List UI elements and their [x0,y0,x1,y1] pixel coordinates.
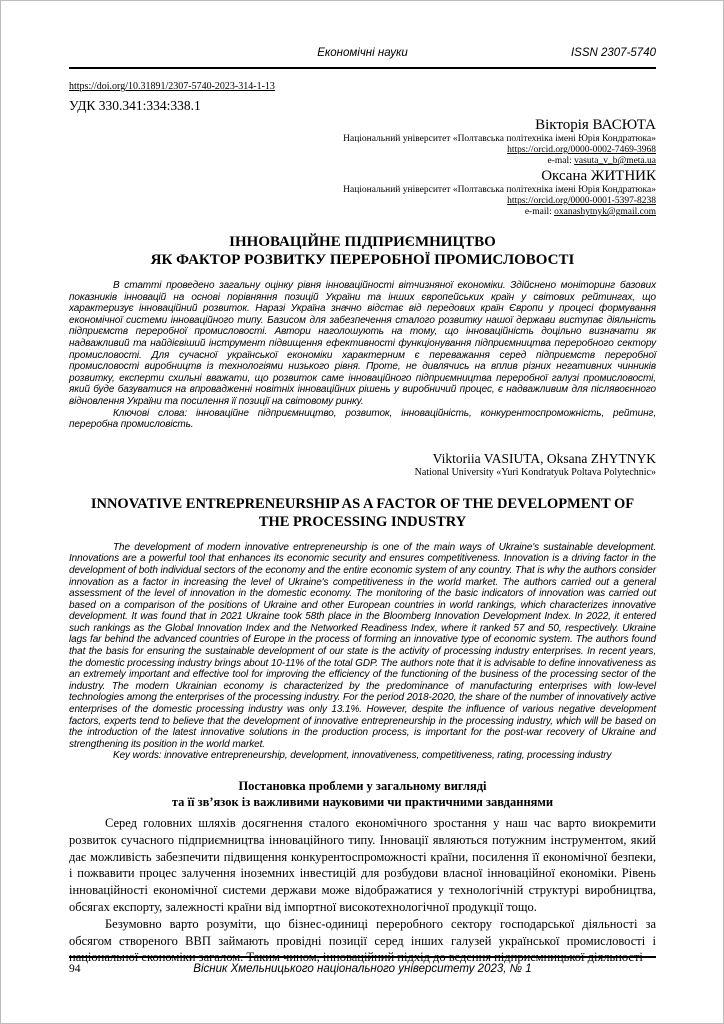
authors-en-names: Viktoriia VASIUTA, Oksana ZHYTNYK [432,450,656,466]
author-ua-1 [69,116,656,167]
abstract-en-text: The development of modern innovative entrepreneurship is one of the main ways of Ukraine's sustainable development. Innovations are a powerful tool that enhances its economic security and ensures competitiveness. Innovation is a driving factor in the development of both individual sectors of the economy and the entire economic system of any country. That is why the authors consider innovation as a factor in increasing the level of Ukraine's competitiveness in the world market. The authors carried out a general assessment of the level of innovation in the domestic economy. The monitoring of the basic indicators of innovation was carried out based on a comparison of the positions of Ukraine and other European countries in world rankings, which characterizes innovative development. It was found that in 2021 Ukraine took 58th place in the Bloomberg Innovation Development Index. In 2022, it entered such rankings as the Global Innovation Index and the Networked Readiness Index, where it ranked 57 and 50, respectively. Ukraine lags far behind the advanced countries of Europe in the process of forming an innovative type of economic system. The authors found that the basis for ensuring the sustainable development of our state is the activity of processing industry enterprises. In recent years, the domestic processing industry brings about 10-11% of the total GDP. The authors note that it is advisable to define innovativeness as an extremely important and effective tool for improving the efficiency of the functioning of the business of the processing sector of the industry. The modern Ukrainian economy is characterized by the predominance of manufacturing enterprises with low-level technologies among the enterprises of the processing industry. For the period 2018-2020, the share of the number of innovatively active enterprises of the domestic processing industry was only 13.1%. However, despite the influence of various negative development factors, experts tend to believe that the development of innovative entrepreneurship in the processing industry, which will be based on the introduction of the latest innovative solutions in the production process, is important for the post-war recovery of Ukraine and strengthening its position in the world market. [69,541,656,750]
doi-row [69,81,656,93]
section-heading [69,778,656,810]
orcid-row [69,196,656,207]
article-title-en-line1: INNOVATIVE ENTREPRENEURSHIP AS A FACTOR OF THE DEVELOPMENT OF [90,495,635,512]
section-heading-line2: та її зв’язок із важливими науковими чи практичними завданнями [171,795,554,809]
abstract-ua [69,280,656,431]
email-link[interactable]: oxanashytnyk@gmail.com [554,207,656,217]
abstract-ua-keywords: Ключові слова: інноваційне підприємництво, розвиток, інноваційність, конкурентоспроможність, рейтинг, переробна промисловість. [69,407,656,431]
authors-en-affiliation: National University «Yuri Kondratyuk Poltava Polytechnic» [414,466,656,478]
section-heading-line1: Постановка проблеми у загальному вигляді [238,779,487,793]
orcid-link[interactable]: https://orcid.org/0000-0002-7469-3968 [507,145,656,155]
author-affiliation: Національний університет «Полтавська політехніка імені Юрія Кондратюка» [343,185,656,195]
author-affiliation: Національний університет «Полтавська політехніка імені Юрія Кондратюка» [343,134,656,144]
email-label: e-mail: [524,207,552,217]
page-footer [69,956,656,976]
footer-journal-title: Вісник Хмельницького національного університету 2023, № 1 [193,963,532,975]
running-header [69,47,656,69]
body-paragraph: Серед головних шляхів досягнення сталого економічного зростання у наш час варто виокремити розвиток сучасного підприємництва інноваційного типу. Інновації являються потужним інструментом, який дає можливість забезпечити підвищення конкурентоспроможності країни, посилення її економічної безпеки, і пожвавити процес залучення іноземних інвестицій для розбудови власної інноваційної економіки. Рівень інноваційності економічної системи держави може відображатися у технологічній структурі виробництва, обсягах експорту, залежності країни від імпортної високотехнологічної продукції тощо. [69,816,656,914]
abstract-en-keywords: Key words: innovative entrepreneurship, development, innovativeness, competitiveness, rating, processing industry [113,750,612,762]
footer-page-number: 94 [69,963,81,975]
email-row [69,207,656,218]
udc-code: УДК 330.341:334:338.1 [69,98,201,113]
email-label: e-mal: [547,156,572,166]
orcid-row [69,145,656,156]
body-paragraph: Безумовно варто розуміти, що бізнес-одиниці переробного сектору господарської діяльності за обсягом створеного ВВП займають провідні позиції серед інших галузей української промисловості і національної економіки загалом. Таким чином, інноваційний підхід до ведення підприємницької діяльності [69,916,656,965]
authors-ua-block [69,116,656,218]
article-title-ua [69,233,656,269]
authors-en-block [69,451,656,479]
running-header-issn: ISSN 2307-5740 [570,47,656,59]
article-title-en [69,495,656,531]
author-name: Оксана ЖИТНИК [541,168,656,184]
running-header-section: Економічні науки [317,47,408,59]
doi-link[interactable]: https://doi.org/10.31891/2307-5740-2023-314-1-13 [69,81,275,92]
orcid-link[interactable]: https://orcid.org/0000-0001-5397-8238 [507,196,656,206]
email-link[interactable]: vasuta_v_b@meta.ua [574,156,656,166]
abstract-ua-text: В статті проведено загальну оцінку рівня інноваційності вітчизняної економіки. Здійснено моніторинг базових показників інновацій на основі порівняння позицій України та інших європейських країн у світових рейтингах, що характеризує інноваційний розвиток. Наразі Україна значно відстає від передових країн Європи у процесі формування економічної системи інноваційного типу. Базисом для забезпечення сталого розвитку нашої держави виступає діяльність підприємств переробної промисловості. Автори наголошують на тому, що інноваційність доцільно визначати як надважливий та найдієвіший інструмент підвищення ефективності функціонування підприємництва переробного сектору промисловості. Для сучасної української економіки характерним є переважання серед підприємств переробної промисловості виробництв із технологіями низького рівня. Проте, не дивлячись на вплив різних негативних чинників розвитку, експерти схильні вважати, що розвиток саме інноваційного підприємництва переробної галузі промисловості, який буде базуватися на впровадженні новітніх інноваційних рішень у виробничий процес, є надважливим для післявоєнного відновлення України та посилення її позиції на світовому ринку. [69,280,656,407]
article-title-en-line2: THE PROCESSING INDUSTRY [258,513,467,530]
author-ua-2 [69,167,656,218]
email-row [69,156,656,167]
abstract-en [69,542,656,762]
author-name: Вікторія ВАСЮТА [535,117,656,133]
article-title-ua-line1: ІННОВАЦІЙНЕ ПІДПРИЄМНИЦТВО [229,234,496,250]
article-title-ua-line2: ЯК ФАКТОР РОЗВИТКУ ПЕРЕРОБНОЇ ПРОМИСЛОВОСТІ [150,252,575,268]
